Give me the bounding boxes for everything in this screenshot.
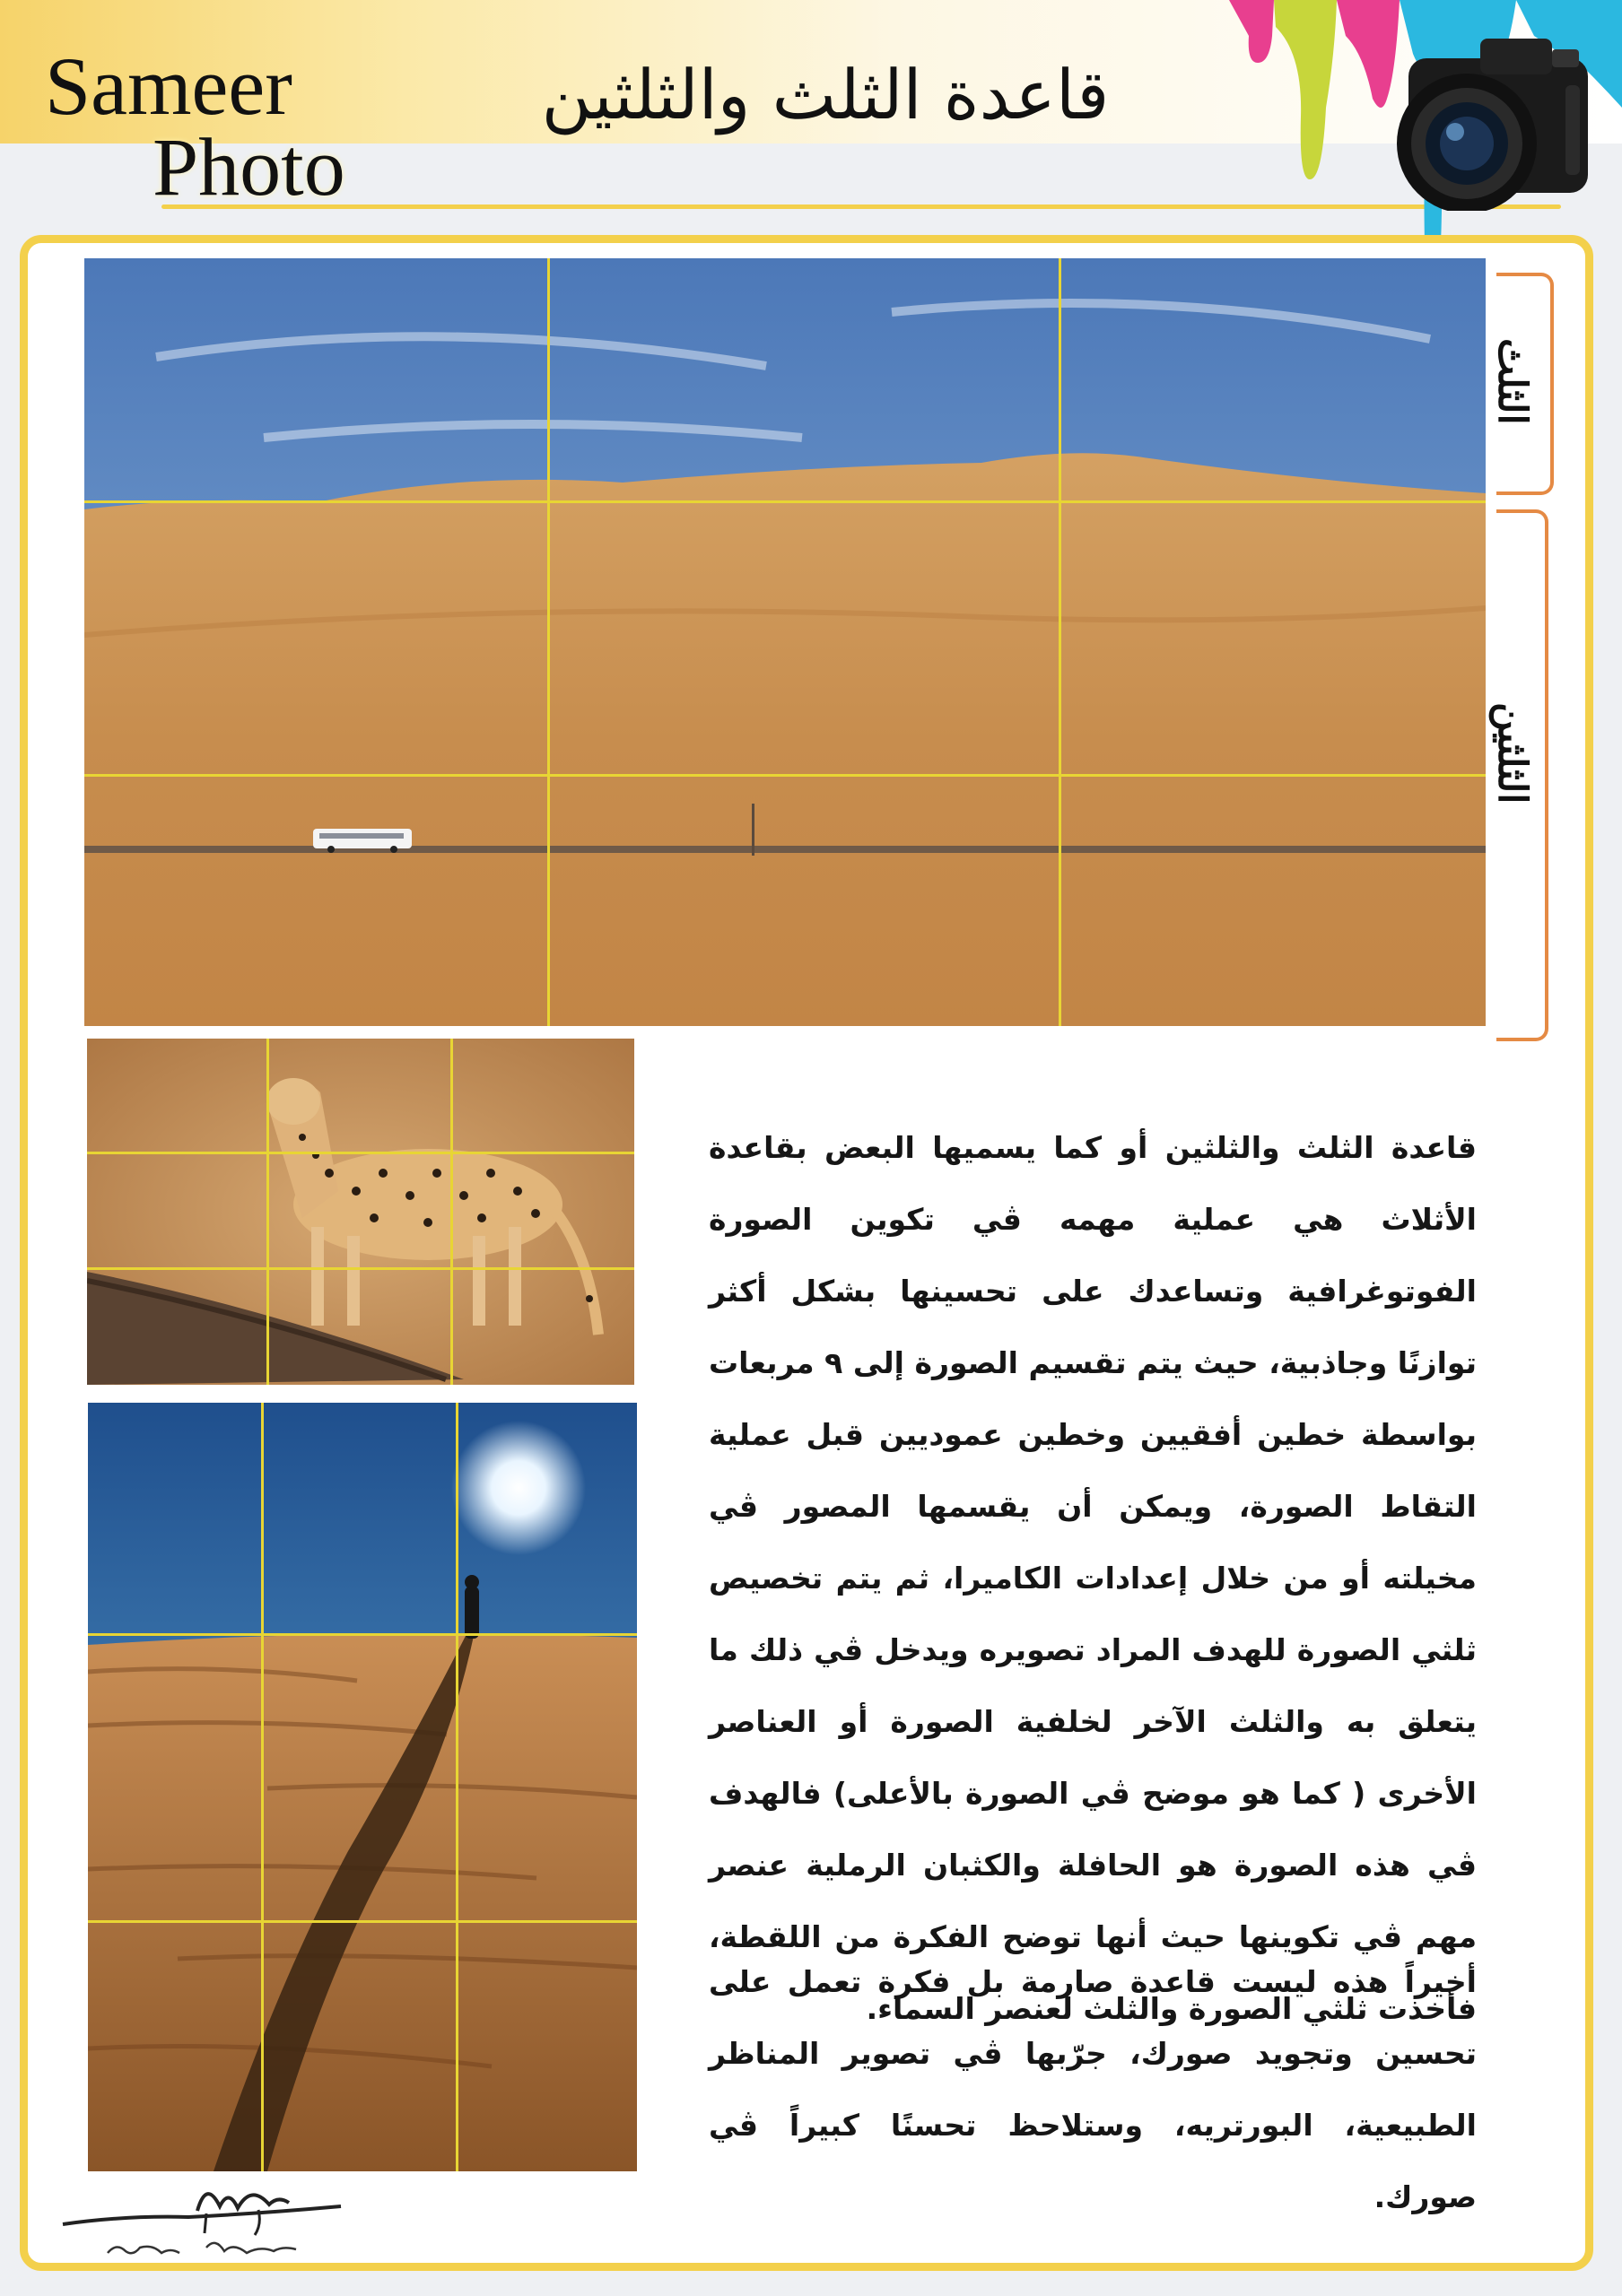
grid-line-vertical xyxy=(261,1403,264,2171)
brand-name-line1: Sameer xyxy=(45,40,292,132)
grid-line-horizontal xyxy=(84,500,1486,503)
brand-name-line2: Photo xyxy=(153,121,345,213)
label-third: الثلث xyxy=(1489,337,1535,425)
grid-line-vertical xyxy=(450,1039,453,1385)
closing-paragraph: أخيراً هذه ليست قاعدة صارمة بل فكرة تعمل على تحسين وتجويد صورك، جرّبها ڤي تصوير المناظر الطبيعية، البورتريه، وستلاحظ تحسنًا كبيراً ڤي صورك. xyxy=(709,1964,1477,2214)
grid-line-vertical xyxy=(1059,258,1061,1026)
grid-line-vertical xyxy=(547,258,550,1026)
cheetah-photo xyxy=(87,1039,634,1385)
grid-line-horizontal xyxy=(88,1633,637,1636)
grid-line-horizontal xyxy=(87,1267,634,1270)
dslr-camera-icon xyxy=(1382,22,1606,211)
grid-line-horizontal xyxy=(84,774,1486,777)
page-title: قاعدة الثلث والثلثين xyxy=(541,55,1110,135)
desert-bus-photo xyxy=(84,258,1486,1026)
label-two-thirds: الثلثين xyxy=(1489,702,1535,804)
grid-line-vertical xyxy=(456,1403,458,2171)
grid-line-vertical xyxy=(266,1039,269,1385)
desert-shadow-photo xyxy=(88,1403,637,2171)
explanation-paragraph: قاعدة الثلث والثلثين أو كما يسميها البعض بقاعدة الأثلاث هي عملية مهمه ڤي تكوين الصورة الفوتوغرافية وتساعدك على تحسينها بشكل أكثر توازنًا وجاذبية، حيث يتم تقسيم الصورة إلى ٩ مربعات بواسطة خطين أفقيين وخطين عموديين قبل عملية التقاط الصورة، ويمكن أن يقسمها المصور ڤي مخيلته أو من خلال إعدادات الكاميرا، ثم يتم تخصيص ثلثي الصورة للهدف المراد تصويره ويدخل ڤي ذلك ما يتعلق به والثلث الآخر لخلفية الصورة أو العناصر الأخرى ( كما هو موضح ڤي الصورة بالأعلى) فالهدف ڤي هذه الصورة هو الحافلة والكثبان الرملية عنصر مهم ڤي تكوينها حيث أنها توضح الفكرة من اللقطة، فأخذت ثلثي الصورة والثلث لعنصر السماء. xyxy=(709,1130,1477,2026)
handwritten-signature xyxy=(54,2170,350,2269)
grid-line-horizontal xyxy=(88,1920,637,1923)
grid-line-horizontal xyxy=(87,1152,634,1154)
